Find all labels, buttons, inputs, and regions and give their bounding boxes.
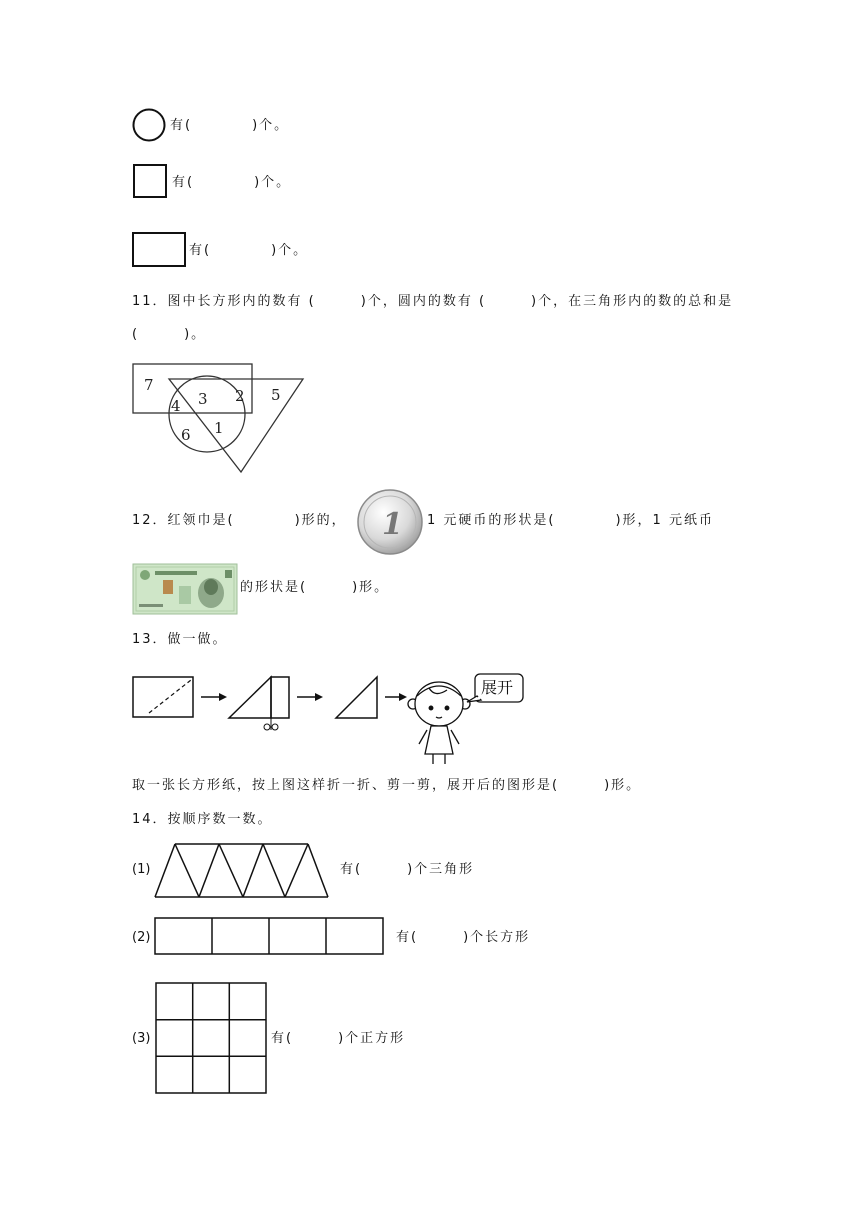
square-shape-icon: [133, 164, 169, 200]
circle-shape-icon: [133, 108, 169, 144]
girl-cartoon-icon: [408, 682, 470, 764]
square-count-text: 有( )个。: [172, 175, 292, 190]
coin-value-text: 1: [382, 507, 403, 542]
q14-item2-answer: 有( )个长方形: [396, 930, 531, 945]
one-yuan-coin-image: [356, 488, 424, 556]
q13-title: 13．做一做。: [132, 632, 228, 647]
q14-rectangle-strip: [154, 917, 386, 957]
q12-text-part1: 12．红领巾是( )形的，: [132, 513, 347, 528]
rectangle-count-text: 有( )个。: [189, 243, 309, 258]
q11-text-line2: ( )。: [132, 327, 207, 342]
q11-number-1: 1: [214, 419, 224, 437]
q11-number-6: 6: [181, 426, 191, 444]
q14-item3-answer: 有( )个正方形: [271, 1031, 406, 1046]
rectangle-shape-icon: [132, 232, 188, 268]
q12-text-part3: 的形状是( )形。: [240, 580, 390, 595]
q14-title: 14．按顺序数一数。: [132, 812, 273, 827]
q11-number-5: 5: [271, 386, 281, 404]
one-yuan-banknote-image: [133, 564, 237, 614]
q11-number-2: 2: [235, 387, 245, 405]
q13-folding-diagram: [131, 668, 531, 778]
q11-number-7: 7: [144, 376, 154, 394]
q14-item1-number: (1): [132, 862, 151, 877]
speech-bubble-text: 展开: [481, 678, 514, 697]
q11-venn-diagram: [131, 362, 311, 477]
q14-item1-answer: 有( )个三角形: [340, 862, 475, 877]
q11-text-line1: 11．图中长方形内的数有 ( )个，圆内的数有 ( )个，在三角形内的数的总和是: [132, 294, 734, 309]
circle-count-text: 有( )个。: [170, 118, 290, 133]
q13-sentence: 取一张长方形纸，按上图这样折一折、剪一剪，展开后的图形是( )形。: [132, 778, 642, 793]
q11-number-4: 4: [171, 397, 181, 415]
q14-square-grid: [155, 982, 269, 1096]
q12-text-part2: 1 元硬币的形状是( )形，1 元纸币: [427, 513, 714, 528]
q11-number-3: 3: [198, 390, 208, 408]
q14-item3-number: (3): [132, 1031, 151, 1046]
q14-item2-number: (2): [132, 930, 151, 945]
q14-triangle-strip: [155, 842, 330, 900]
